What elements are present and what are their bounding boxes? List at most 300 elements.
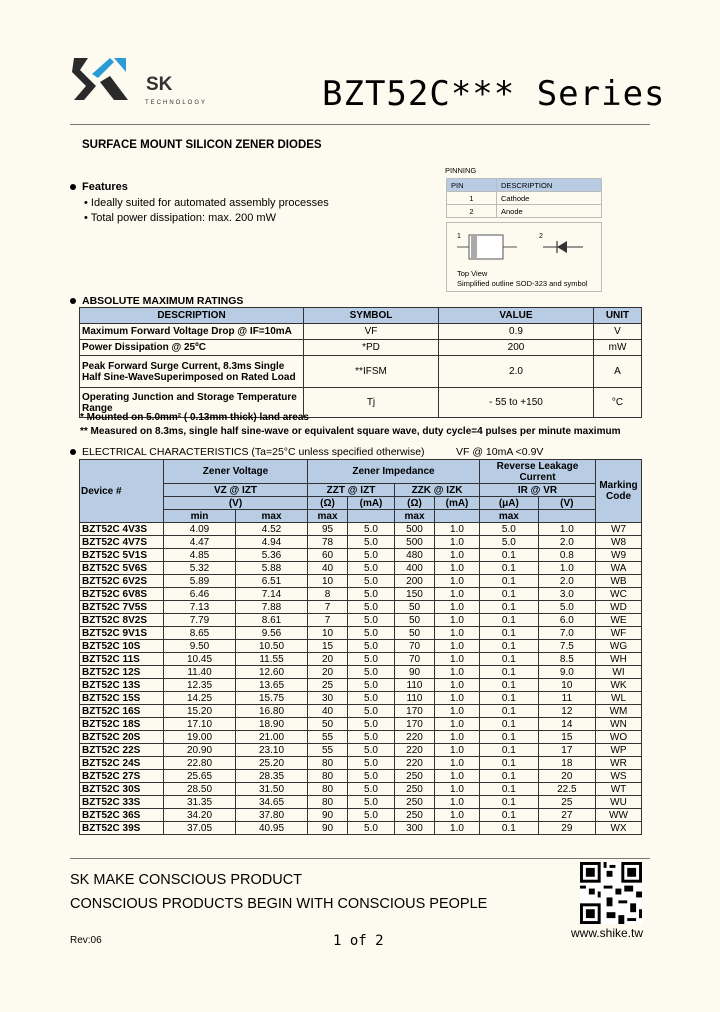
value-cell: 6.0 <box>538 614 595 627</box>
value-cell: 0.1 <box>480 562 539 575</box>
value-cell: 15.20 <box>164 705 236 718</box>
table-row <box>80 692 642 705</box>
device-cell: BZT52C 11S <box>80 653 164 666</box>
value-cell: WC <box>596 588 642 601</box>
value-cell: 1.0 <box>435 640 480 653</box>
table-row <box>80 614 642 627</box>
value-cell: 1.0 <box>435 575 480 588</box>
reverse-leakage-header: Reverse Leakage Current <box>480 460 596 484</box>
device-cell: BZT52C 24S <box>80 757 164 770</box>
value-cell: 1.0 <box>538 562 595 575</box>
value-cell: WG <box>596 640 642 653</box>
device-cell: BZT52C 39S <box>80 822 164 835</box>
value-cell: 17 <box>538 744 595 757</box>
value-cell: 7.14 <box>236 588 308 601</box>
abs-desc: Maximum Forward Voltage Drop @ IF=10mA <box>80 324 304 340</box>
value-cell: 1.0 <box>435 809 480 822</box>
value-cell: 170 <box>395 705 435 718</box>
value-cell: 5.0 <box>348 744 395 757</box>
value-cell: 25 <box>538 796 595 809</box>
value-cell: 5.0 <box>348 536 395 549</box>
value-cell: 1.0 <box>435 705 480 718</box>
device-cell: BZT52C 5V6S <box>80 562 164 575</box>
value-cell: 400 <box>395 562 435 575</box>
value-cell: 500 <box>395 536 435 549</box>
max-label: max <box>480 510 539 523</box>
value-cell: 1.0 <box>435 653 480 666</box>
elec-heading: ELECTRICAL CHARACTERISTICS (Ta=25°C unless specified otherwise) <box>70 446 425 458</box>
device-cell: BZT52C 6V2S <box>80 575 164 588</box>
footer-slogan-1: SK MAKE CONSCIOUS PRODUCT <box>70 872 303 888</box>
value-cell: 1.0 <box>435 679 480 692</box>
device-cell: BZT52C 22S <box>80 744 164 757</box>
value-cell: 12.35 <box>164 679 236 692</box>
device-cell: BZT52C 16S <box>80 705 164 718</box>
value-cell: 22.5 <box>538 783 595 796</box>
value-cell: 0.1 <box>480 757 539 770</box>
device-cell: BZT52C 5V1S <box>80 549 164 562</box>
pin2-label: 2 <box>539 233 543 240</box>
value-cell: 250 <box>395 770 435 783</box>
device-cell: BZT52C 18S <box>80 718 164 731</box>
value-cell: 9.50 <box>164 640 236 653</box>
pinning-table <box>446 178 602 218</box>
value-cell: 60 <box>308 549 348 562</box>
value-cell: 13.65 <box>236 679 308 692</box>
table-row <box>80 679 642 692</box>
table-row <box>80 640 642 653</box>
value-cell: 7 <box>308 601 348 614</box>
value-cell: WE <box>596 614 642 627</box>
value-cell: 12.60 <box>236 666 308 679</box>
value-cell: WN <box>596 718 642 731</box>
abs-symbol: VF <box>304 324 439 340</box>
value-cell: 7.0 <box>538 627 595 640</box>
value-cell: 15 <box>538 731 595 744</box>
value-cell: 1.0 <box>435 614 480 627</box>
value-cell: 8.65 <box>164 627 236 640</box>
value-cell: 0.1 <box>480 627 539 640</box>
value-cell: 29 <box>538 822 595 835</box>
value-cell: 8.61 <box>236 614 308 627</box>
pin1-label: 1 <box>457 233 461 240</box>
abs-max-table <box>79 307 642 418</box>
abs-value: 0.9 <box>439 324 594 340</box>
value-cell: 27 <box>538 809 595 822</box>
value-cell: 1.0 <box>435 783 480 796</box>
value-cell: 500 <box>395 523 435 536</box>
value-cell: 25.65 <box>164 770 236 783</box>
abs-value: 200 <box>439 340 594 356</box>
value-cell: 5.0 <box>348 523 395 536</box>
value-cell: 4.85 <box>164 549 236 562</box>
value-cell: WR <box>596 757 642 770</box>
value-cell: 80 <box>308 757 348 770</box>
device-cell: BZT52C 27S <box>80 770 164 783</box>
value-cell: WX <box>596 822 642 835</box>
marking-code-header: Marking Code <box>596 460 642 523</box>
value-cell: 0.1 <box>480 718 539 731</box>
abs-note: ** Measured on 8.3ms, single half sine-wave or equivalent square wave, duty cycle=4 pulses per minute maximum <box>80 426 621 437</box>
value-cell: 21.00 <box>236 731 308 744</box>
value-cell: 28.35 <box>236 770 308 783</box>
unit-ohm: (Ω) <box>395 497 435 510</box>
table-row <box>80 653 642 666</box>
feature-item: • Ideally suited for automated assembly processes <box>84 197 329 209</box>
device-cell: BZT52C 8V2S <box>80 614 164 627</box>
value-cell: 110 <box>395 679 435 692</box>
value-cell: 5.0 <box>348 614 395 627</box>
value-cell: 220 <box>395 744 435 757</box>
value-cell: 7.79 <box>164 614 236 627</box>
table-row <box>80 705 642 718</box>
outline-box <box>446 222 602 292</box>
value-cell: 25 <box>308 679 348 692</box>
value-cell: 0.1 <box>480 679 539 692</box>
value-cell: 30 <box>308 692 348 705</box>
abs-value: - 55 to +150 <box>439 388 594 418</box>
footer-divider <box>70 858 650 859</box>
table-row <box>80 601 642 614</box>
abs-note: * Mounted on 5.0mm² ( 0.13mm thick) land areas <box>80 412 309 423</box>
value-cell: WB <box>596 575 642 588</box>
page-number: 1 of 2 <box>333 933 384 949</box>
device-cell: BZT52C 30S <box>80 783 164 796</box>
value-cell: 5.32 <box>164 562 236 575</box>
value-cell: 250 <box>395 809 435 822</box>
value-cell: 0.1 <box>480 796 539 809</box>
description-header: DESCRIPTION <box>497 179 602 192</box>
document-subtitle: SURFACE MOUNT SILICON ZENER DIODES <box>82 139 322 151</box>
value-cell: 250 <box>395 783 435 796</box>
table-row <box>80 562 642 575</box>
website-url[interactable]: www.shike.tw <box>571 926 644 940</box>
value-cell: 0.1 <box>480 588 539 601</box>
value-cell: 23.10 <box>236 744 308 757</box>
value-cell: 5.0 <box>538 601 595 614</box>
unit-ma: (mA) <box>435 497 480 510</box>
unit-v: (V) <box>164 497 308 510</box>
abs-col-header: DESCRIPTION <box>80 308 304 324</box>
value-cell: 1.0 <box>435 744 480 757</box>
abs-desc: Power Dissipation @ 25ºC <box>80 340 304 356</box>
value-cell: 0.1 <box>480 601 539 614</box>
value-cell: 11.40 <box>164 666 236 679</box>
max-label: max <box>236 510 308 523</box>
device-cell: BZT52C 7V5S <box>80 601 164 614</box>
abs-col-header: UNIT <box>594 308 642 324</box>
value-cell: 5.0 <box>348 549 395 562</box>
value-cell: 7.13 <box>164 601 236 614</box>
ir-header: IR @ VR <box>480 484 596 497</box>
value-cell: 5.0 <box>348 601 395 614</box>
abs-max-heading: ABSOLUTE MAXIMUM RATINGS <box>70 295 243 307</box>
value-cell: W9 <box>596 549 642 562</box>
value-cell: 4.09 <box>164 523 236 536</box>
value-cell: WD <box>596 601 642 614</box>
unit-ua: (μA) <box>480 497 539 510</box>
table-row <box>80 536 642 549</box>
abs-symbol: **IFSM <box>304 356 439 388</box>
value-cell: WM <box>596 705 642 718</box>
value-cell: 5.0 <box>348 666 395 679</box>
value-cell: 22.80 <box>164 757 236 770</box>
pin-header: PIN <box>447 179 497 192</box>
table-row <box>80 588 642 601</box>
value-cell: 70 <box>395 653 435 666</box>
value-cell: 50 <box>395 601 435 614</box>
qr-code-icon <box>580 862 642 924</box>
table-row <box>80 822 642 835</box>
value-cell: 1.0 <box>435 822 480 835</box>
outline-caption: Top View <box>457 269 488 278</box>
value-cell: 4.94 <box>236 536 308 549</box>
value-cell: 2.0 <box>538 536 595 549</box>
value-cell: 5.0 <box>480 523 539 536</box>
value-cell: 31.50 <box>236 783 308 796</box>
value-cell: 5.89 <box>164 575 236 588</box>
table-row <box>80 627 642 640</box>
value-cell: 40.95 <box>236 822 308 835</box>
value-cell: 1.0 <box>435 757 480 770</box>
device-cell: BZT52C 13S <box>80 679 164 692</box>
value-cell: 34.20 <box>164 809 236 822</box>
value-cell: 9.56 <box>236 627 308 640</box>
value-cell: 5.0 <box>348 796 395 809</box>
value-cell: WT <box>596 783 642 796</box>
table-row <box>80 744 642 757</box>
value-cell: 18.90 <box>236 718 308 731</box>
value-cell: 0.1 <box>480 653 539 666</box>
value-cell: 0.1 <box>480 614 539 627</box>
elec-heading-vf: VF @ 10mA <0.9V <box>456 446 544 458</box>
value-cell: 1.0 <box>435 692 480 705</box>
device-cell: BZT52C 20S <box>80 731 164 744</box>
value-cell: 1.0 <box>538 523 595 536</box>
value-cell: 16.80 <box>236 705 308 718</box>
value-cell: 34.65 <box>236 796 308 809</box>
value-cell: 90 <box>308 822 348 835</box>
value-cell: 5.0 <box>348 640 395 653</box>
value-cell: 18 <box>538 757 595 770</box>
value-cell: 170 <box>395 718 435 731</box>
feature-item: • Total power dissipation: max. 200 mW <box>84 212 276 224</box>
value-cell: 0.1 <box>480 575 539 588</box>
device-cell: BZT52C 12S <box>80 666 164 679</box>
table-row <box>80 549 642 562</box>
pin-cell: 2 <box>447 205 497 218</box>
value-cell: 1.0 <box>435 796 480 809</box>
pin-cell: 1 <box>447 192 497 205</box>
abs-col-header: VALUE <box>439 308 594 324</box>
value-cell: 70 <box>395 640 435 653</box>
value-cell: 12 <box>538 705 595 718</box>
value-cell: 5.0 <box>348 692 395 705</box>
value-cell: 5.0 <box>348 562 395 575</box>
value-cell: 7.88 <box>236 601 308 614</box>
value-cell: 28.50 <box>164 783 236 796</box>
value-cell: 14 <box>538 718 595 731</box>
value-cell: 10.45 <box>164 653 236 666</box>
abs-col-header: SYMBOL <box>304 308 439 324</box>
value-cell: 80 <box>308 770 348 783</box>
sk-logo <box>70 52 140 104</box>
value-cell: 8 <box>308 588 348 601</box>
value-cell: 0.1 <box>480 640 539 653</box>
value-cell: 1.0 <box>435 523 480 536</box>
table-row <box>80 575 642 588</box>
value-cell: 90 <box>308 809 348 822</box>
value-cell: 55 <box>308 731 348 744</box>
value-cell: 50 <box>308 718 348 731</box>
value-cell: 0.8 <box>538 549 595 562</box>
table-row <box>80 731 642 744</box>
value-cell: 1.0 <box>435 562 480 575</box>
abs-unit: A <box>594 356 642 388</box>
value-cell: 80 <box>308 783 348 796</box>
value-cell: 37.80 <box>236 809 308 822</box>
value-cell: 11.55 <box>236 653 308 666</box>
value-cell: 7.5 <box>538 640 595 653</box>
device-cell: BZT52C 15S <box>80 692 164 705</box>
value-cell: 300 <box>395 822 435 835</box>
value-cell: WF <box>596 627 642 640</box>
value-cell: 5.0 <box>348 731 395 744</box>
value-cell: 250 <box>395 796 435 809</box>
table-row <box>80 523 642 536</box>
abs-unit: °C <box>594 388 642 418</box>
value-cell: 6.46 <box>164 588 236 601</box>
value-cell: 0.1 <box>480 549 539 562</box>
device-cell: BZT52C 6V8S <box>80 588 164 601</box>
table-row <box>80 757 642 770</box>
blank-header <box>435 510 480 523</box>
footer-slogan-2: CONSCIOUS PRODUCTS BEGIN WITH CONSCIOUS PEOPLE <box>70 896 488 912</box>
value-cell: 6.51 <box>236 575 308 588</box>
value-cell: 50 <box>395 627 435 640</box>
value-cell: 110 <box>395 692 435 705</box>
abs-value: 2.0 <box>439 356 594 388</box>
value-cell: 1.0 <box>435 588 480 601</box>
value-cell: 7 <box>308 614 348 627</box>
value-cell: 5.0 <box>348 757 395 770</box>
value-cell: 55 <box>308 744 348 757</box>
value-cell: 5.0 <box>348 679 395 692</box>
unit-v: (V) <box>538 497 595 510</box>
features-heading: Features <box>70 181 128 193</box>
value-cell: 5.0 <box>348 627 395 640</box>
bullet-icon <box>70 184 76 190</box>
value-cell: 90 <box>395 666 435 679</box>
value-cell: 4.52 <box>236 523 308 536</box>
value-cell: 220 <box>395 731 435 744</box>
pin-desc: Cathode <box>497 192 602 205</box>
value-cell: 20 <box>308 666 348 679</box>
value-cell: 0.1 <box>480 822 539 835</box>
device-header: Device # <box>80 460 164 523</box>
value-cell: 0.1 <box>480 770 539 783</box>
diode-symbol-icon <box>543 239 583 255</box>
value-cell: 15 <box>308 640 348 653</box>
max-label: max <box>395 510 435 523</box>
value-cell: 40 <box>308 562 348 575</box>
value-cell: 0.1 <box>480 744 539 757</box>
value-cell: 2.0 <box>538 575 595 588</box>
value-cell: 5.0 <box>348 575 395 588</box>
value-cell: 1.0 <box>435 770 480 783</box>
value-cell: WS <box>596 770 642 783</box>
value-cell: WL <box>596 692 642 705</box>
table-row <box>80 783 642 796</box>
value-cell: WK <box>596 679 642 692</box>
value-cell: 5.0 <box>348 822 395 835</box>
value-cell: 95 <box>308 523 348 536</box>
unit-ma: (mA) <box>348 497 395 510</box>
value-cell: 31.35 <box>164 796 236 809</box>
blank-header <box>538 510 595 523</box>
bullet-icon <box>70 449 76 455</box>
value-cell: 5.0 <box>348 770 395 783</box>
value-cell: 37.05 <box>164 822 236 835</box>
value-cell: 5.0 <box>348 809 395 822</box>
value-cell: 220 <box>395 757 435 770</box>
zzk-header: ZZK @ IZK <box>395 484 480 497</box>
value-cell: 480 <box>395 549 435 562</box>
value-cell: 20 <box>308 653 348 666</box>
zener-impedance-header: Zener Impedance <box>308 460 480 484</box>
value-cell: 1.0 <box>435 549 480 562</box>
value-cell: 1.0 <box>435 536 480 549</box>
unit-ohm: (Ω) <box>308 497 348 510</box>
value-cell: 8.5 <box>538 653 595 666</box>
value-cell: W8 <box>596 536 642 549</box>
value-cell: 3.0 <box>538 588 595 601</box>
value-cell: 80 <box>308 796 348 809</box>
max-label: max <box>308 510 348 523</box>
value-cell: 4.47 <box>164 536 236 549</box>
value-cell: WI <box>596 666 642 679</box>
zener-voltage-header: Zener Voltage <box>164 460 308 484</box>
value-cell: 5.0 <box>348 588 395 601</box>
value-cell: WA <box>596 562 642 575</box>
abs-unit: V <box>594 324 642 340</box>
value-cell: 1.0 <box>435 666 480 679</box>
blank-header <box>348 510 395 523</box>
value-cell: 5.0 <box>480 536 539 549</box>
pin-desc: Anode <box>497 205 602 218</box>
min-label: min <box>164 510 236 523</box>
brand-subtitle: TECHNOLOGY <box>145 100 208 106</box>
value-cell: WH <box>596 653 642 666</box>
value-cell: 200 <box>395 575 435 588</box>
value-cell: 10.50 <box>236 640 308 653</box>
value-cell: 14.25 <box>164 692 236 705</box>
device-cell: BZT52C 9V1S <box>80 627 164 640</box>
value-cell: 5.0 <box>348 653 395 666</box>
outline-caption: Simplified outline SOD-323 and symbol <box>457 279 588 288</box>
value-cell: 20.90 <box>164 744 236 757</box>
value-cell: 0.1 <box>480 692 539 705</box>
abs-symbol: *PD <box>304 340 439 356</box>
value-cell: 0.1 <box>480 783 539 796</box>
page-title: BZT52C*** Series <box>322 74 666 114</box>
value-cell: 150 <box>395 588 435 601</box>
value-cell: 17.10 <box>164 718 236 731</box>
table-row <box>80 809 642 822</box>
value-cell: W7 <box>596 523 642 536</box>
value-cell: 5.0 <box>348 718 395 731</box>
value-cell: 1.0 <box>435 601 480 614</box>
